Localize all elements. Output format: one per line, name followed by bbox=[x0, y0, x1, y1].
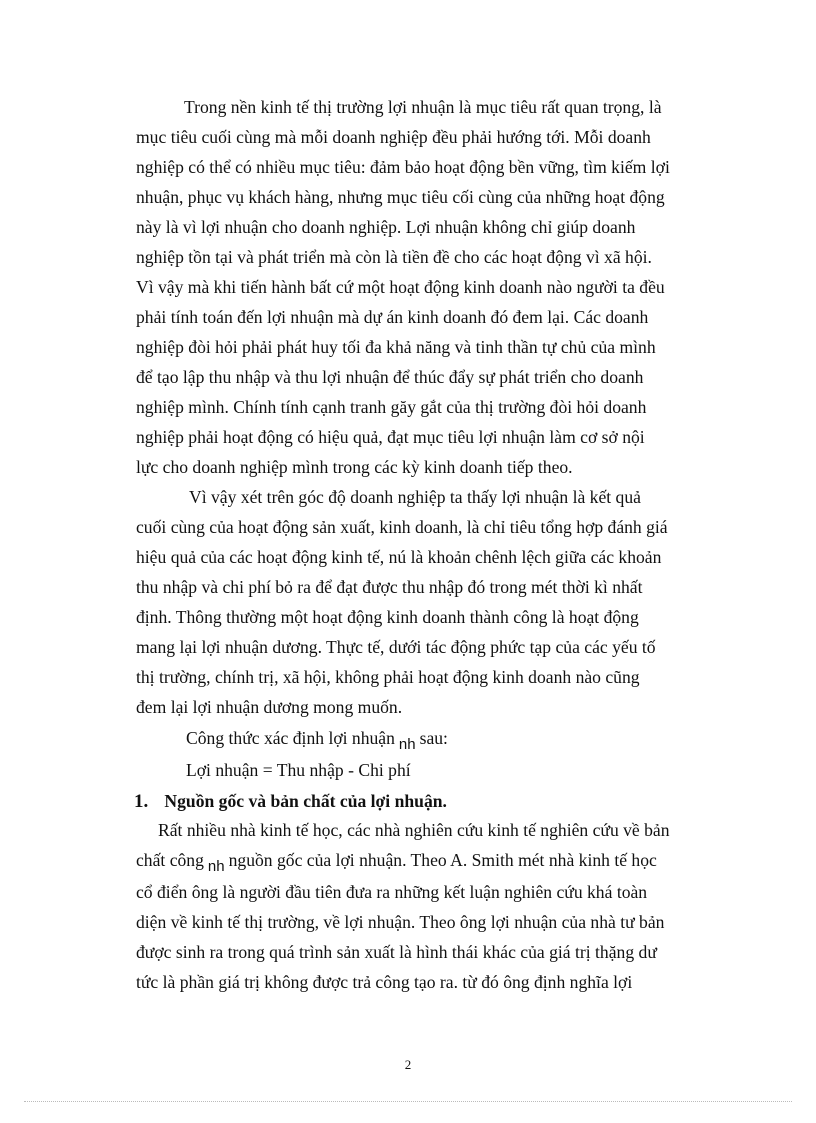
text-line: hiệu quả của các hoạt động kinh tế, nú là khoản chênh lệch giữa các khoản bbox=[136, 547, 662, 567]
text-line: cổ điển ông là người đầu tiên đưa ra những kết luận nghiên cứu khá toàn bbox=[136, 882, 648, 902]
text-line: tức là phần giá trị không được trả công tạo ra. từ đó ông định nghĩa lợi bbox=[136, 972, 633, 992]
heading-text: Nguồn gốc và bản chất của lợi nhuận. bbox=[164, 791, 447, 811]
paragraph-2 bbox=[136, 482, 720, 722]
text-line: Trong nền kinh tế thị trường lợi nhuận là mục tiêu rất quan trọng, là bbox=[184, 97, 662, 117]
text-line: Vì vậy xét trên góc độ doanh nghiệp ta thấy lợi nhuận là kết quả bbox=[189, 487, 641, 507]
text-line: thu nhập và chi phí bỏ ra để đạt được thu nhập đó trong mét thời kì nhất bbox=[136, 577, 643, 597]
text-line: đem lại lợi nhuận dương mong muốn. bbox=[136, 697, 403, 717]
paragraph-3 bbox=[136, 815, 720, 997]
text-line: thị trường, chính trị, xã hội, không phải hoạt động kinh doanh nào cũng bbox=[136, 667, 640, 687]
text-line: nghiệp có thể có nhiều mục tiêu: đảm bảo hoạt động bền vững, tìm kiếm lợi bbox=[136, 157, 670, 177]
formula-intro-end: sau: bbox=[419, 728, 448, 748]
text-line: cuối cùng của hoạt động sản xuất, kinh doanh, là chỉ tiêu tổng hợp đánh giá bbox=[136, 517, 668, 537]
page-number: 2 bbox=[404, 1057, 412, 1072]
text-line: mang lại lợi nhuận dương. Thực tế, dưới tác động phức tạp của các yếu tố bbox=[136, 637, 656, 657]
text-line: nghiệp phải hoạt động có hiệu quả, đạt mục tiêu lợi nhuận làm cơ sở nội bbox=[136, 427, 645, 447]
formula-intro-text: Công thức xác định lợi nhuận bbox=[186, 728, 395, 748]
footer-divider bbox=[24, 1101, 792, 1102]
text-line: nghiệp mình. Chính tính cạnh tranh găy gắt của thị trường đòi hỏi doanh bbox=[136, 397, 647, 417]
formula: Lợi nhuận = Thu nhập - Chi phí bbox=[186, 760, 411, 780]
text-line: mục tiêu cuối cùng mà mỗi doanh nghiệp đều phải hướng tới. Mỗi doanh bbox=[136, 127, 651, 147]
text-line: lực cho doanh nghiệp mình trong các kỳ kinh doanh tiếp theo. bbox=[136, 457, 573, 477]
text-line bbox=[136, 845, 720, 877]
text-line: phải tính toán đến lợi nhuận mà dự án kinh doanh đó đem lại. Các doanh bbox=[136, 307, 649, 327]
text-line: Rất nhiều nhà kinh tế học, các nhà nghiên cứu kinh tế nghiên cứu về bản bbox=[158, 820, 670, 840]
text-line: nghiệp tồn tại và phát triển mà còn là tiền đề cho các hoạt động vì xã hội. bbox=[136, 247, 652, 267]
section-heading bbox=[134, 787, 447, 816]
formula-intro bbox=[186, 723, 448, 755]
text-line: được sinh ra trong quá trình sản xuất là hình thái khác của giá trị thặng dư bbox=[136, 942, 657, 962]
text-fragment: nguồn gốc của lợi nhuận. Theo A. Smith mét nhà kinh tế học bbox=[228, 850, 657, 870]
text-line: định. Thông thường một hoạt động kinh doanh thành công là hoạt động bbox=[136, 607, 639, 627]
text-line: nghiệp đòi hỏi phải phát huy tối đa khả năng và tinh thần tự chủ của mình bbox=[136, 337, 656, 357]
text-subscript: nh bbox=[207, 858, 225, 875]
text-line: này là vì lợi nhuận cho doanh nghiệp. Lợi nhuận không chỉ giúp doanh bbox=[136, 217, 636, 237]
text-line: nhuận, phục vụ khách hàng, nhưng mục tiêu cối cùng của những hoạt động bbox=[136, 187, 665, 207]
paragraph-1 bbox=[136, 92, 720, 482]
text-line: để tạo lập thu nhập và thu lợi nhuận để thúc đẩy sự phát triển cho doanh bbox=[136, 367, 644, 387]
text-fragment: chất công bbox=[136, 850, 204, 870]
heading-number: 1. bbox=[134, 791, 149, 812]
formula-intro-sub: nh bbox=[398, 736, 416, 753]
text-line: diện về kinh tế thị trường, về lợi nhuận. Theo ông lợi nhuận của nhà tư bản bbox=[136, 912, 665, 932]
text-line: Vì vậy mà khi tiến hành bất cứ một hoạt động kinh doanh nào người ta đều bbox=[136, 277, 665, 297]
